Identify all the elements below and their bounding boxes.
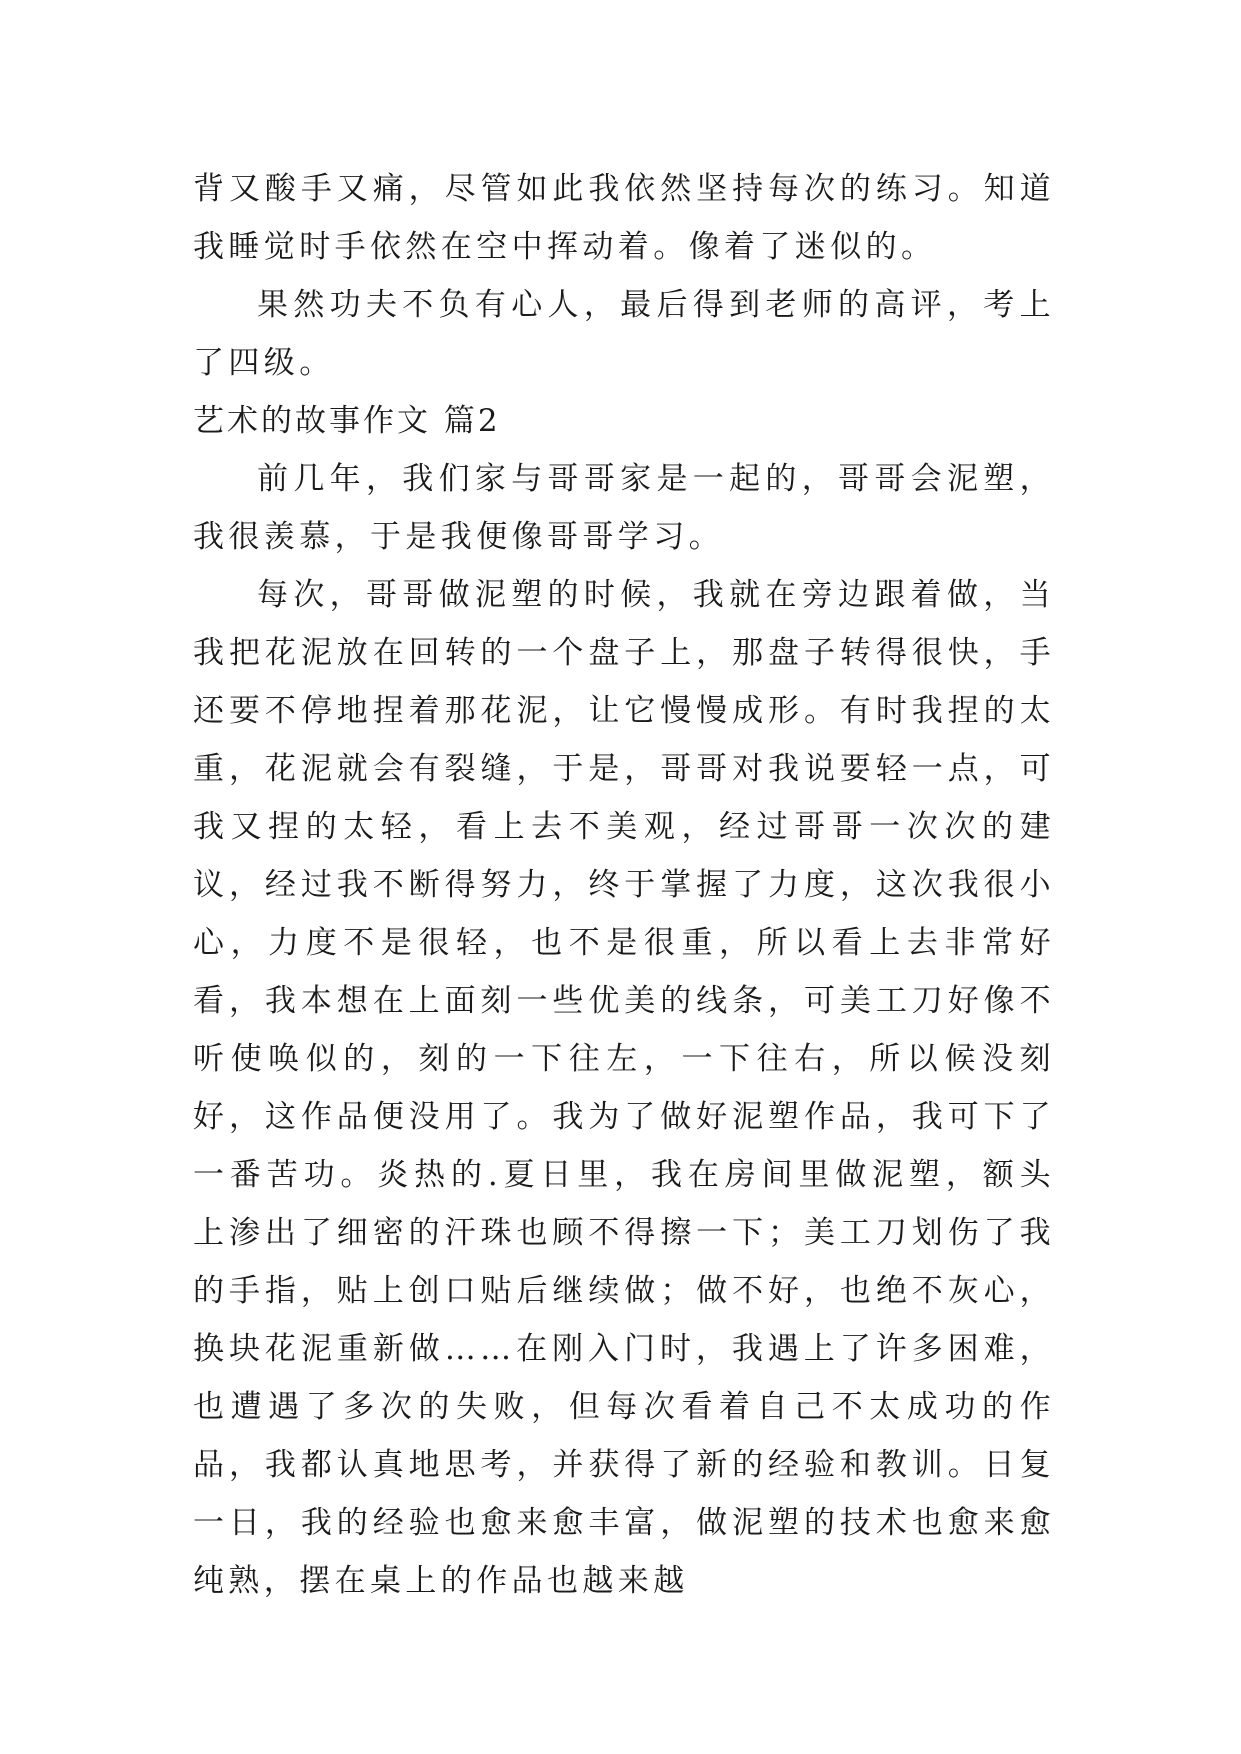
document-body xyxy=(193,160,1055,1610)
paragraph-intro: 前几年，我们家与哥哥家是一起的，哥哥会泥塑，我很羡慕，于是我便像哥哥学习。 xyxy=(193,461,1055,555)
paragraph-main: 每次，哥哥做泥塑的时候，我就在旁边跟着做，当我把花泥放在回转的一个盘子上，那盘子转得很快，手还要不停地捏着那花泥，让它慢慢成形。有时我捏的太重，花泥就会有裂缝，于是，哥哥对我说要轻一点，可我又捏的太轻，看上去不美观，经过哥哥一次次的建议，经过我不断得努力，终于掌握了力度，这次我很小心，力度不是很轻，也不是很重，所以看上去非常好看，我本想在上面刻一些优美的线条，可美工刀好像不听使唤似的，刻的一下往左，一下往右，所以候没刻好，这作品便没用了。我为了做好泥塑作品，我可下了一番苦功。炎热的.夏日里，我在房间里做泥塑，额头上渗出了细密的汗珠也顾不得擦一下；美工刀划伤了我的手指，贴上创口贴后继续做；做不好，也绝不灰心，换块花泥重新做……在刚入门时，我遇上了许多困难，也遭遇了多次的失败，但每次看着自己不太成功的作品，我都认真地思考，并获得了新的经验和教训。日复一日，我的经验也愈来愈丰富，做泥塑的技术也愈来愈纯熟，摆在桌上的作品也越来越 xyxy=(193,577,1055,1599)
paragraph-result: 果然功夫不负有心人，最后得到老师的高评，考上了四级。 xyxy=(193,287,1055,381)
section-heading: 艺术的故事作文 篇2 xyxy=(193,403,501,439)
paragraph-continued: 背又酸手又痛，尽管如此我依然坚持每次的练习。知道我睡觉时手依然在空中挥动着。像着了迷似的。 xyxy=(193,171,1055,265)
